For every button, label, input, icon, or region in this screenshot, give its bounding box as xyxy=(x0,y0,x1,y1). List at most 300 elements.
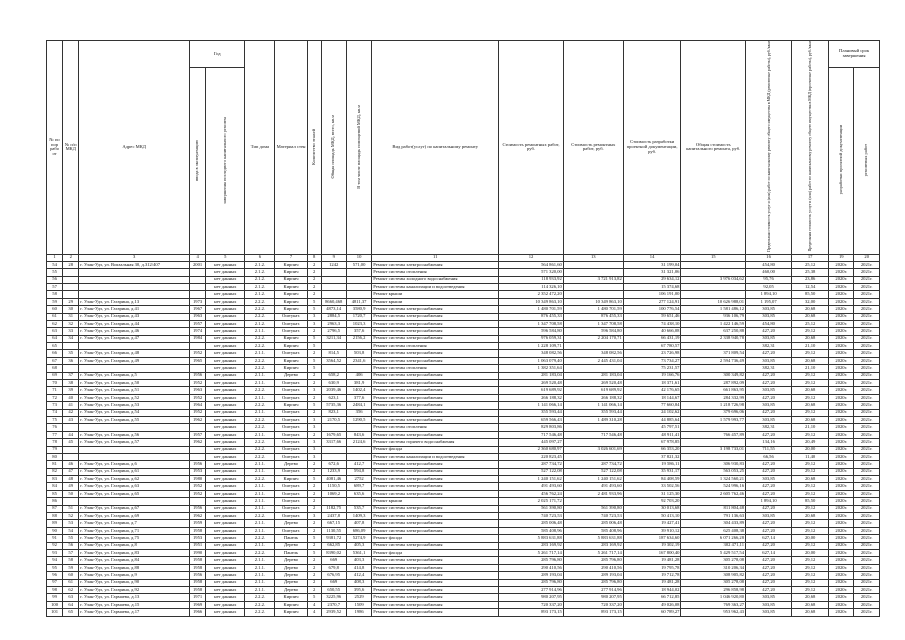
total-area-cell: 4081,46 xyxy=(321,476,346,483)
limit-design-cell: 29,12 xyxy=(792,586,829,593)
limit-repair-cell: 427,20 xyxy=(746,572,792,579)
year-last-repair-cell: нет данных xyxy=(206,550,245,557)
work-type-cell: Ремонт системы электроснабжения xyxy=(372,306,499,313)
limit-repair-cell: 95,76 xyxy=(746,276,792,283)
premises-area-cell: 1409,3 xyxy=(346,513,371,520)
plan-design-cell: 2020г. xyxy=(829,527,854,534)
plan-repair-cell: 2021г. xyxy=(854,453,880,460)
plan-design-cell: 2020г. xyxy=(829,579,854,586)
design-cost-cell: 66 353,20 xyxy=(623,446,681,453)
work-type-cell: Ремонт системы электроснабжения xyxy=(372,461,499,468)
year-last-repair-cell: нет данных xyxy=(206,557,245,564)
design-cost-cell: 31 199,04 xyxy=(623,261,681,268)
total-cost-cell: 791 136,63 xyxy=(681,513,746,520)
header-repair-cost: Стоимость ремонтных работ, руб. xyxy=(499,41,564,255)
row-number-cell: 61 xyxy=(47,313,63,320)
plan-design-cell: 2020г. xyxy=(829,439,854,446)
row-number-cell: 55 xyxy=(47,269,63,276)
mkd-number-cell: 46 xyxy=(63,461,79,468)
table-header xyxy=(47,41,880,262)
plan-design-cell: 2020г. xyxy=(829,365,854,372)
year-last-repair-cell: нет данных xyxy=(206,601,245,608)
row-number-cell: 64 xyxy=(47,335,63,342)
premises-area-cell: 4811,37 xyxy=(346,298,371,305)
table-row xyxy=(47,498,880,505)
mkd-number-cell: 49 xyxy=(63,483,79,490)
year-commission-cell: 1958 xyxy=(190,564,206,571)
design-cost-cell: 19 712,78 xyxy=(623,572,681,579)
repair-cost-total-cell: 3 721 913,82 xyxy=(563,276,623,283)
house-type-cell: 2.1.1. xyxy=(245,579,275,586)
repair-cost-cell: 2 352 472,20 xyxy=(499,291,564,298)
repair-cost-cell: 1 063 079,40 xyxy=(499,357,564,364)
work-type-cell: Ремонт системы отопления xyxy=(372,365,499,372)
limit-design-cell: 20,49 xyxy=(792,439,829,446)
mkd-number-cell: 60 xyxy=(63,572,79,579)
year-last-repair-cell: нет данных xyxy=(206,461,245,468)
address-cell xyxy=(79,424,190,431)
plan-repair-cell: 2021г. xyxy=(854,601,880,608)
plan-design-cell: 2020г. xyxy=(829,476,854,483)
total-area-cell: 2884,5 xyxy=(321,313,346,320)
plan-design-cell: 2020г. xyxy=(829,594,854,601)
repair-cost-cell: 289 193,04 xyxy=(499,572,564,579)
total-area-cell xyxy=(321,269,346,276)
plan-repair-cell: 2021г. xyxy=(854,579,880,586)
year-commission-cell: 1984 xyxy=(190,335,206,342)
work-type-cell: Ремонт системы электроснабжения xyxy=(372,586,499,593)
year-commission-cell xyxy=(190,446,206,453)
address-cell xyxy=(79,498,190,505)
work-type-cell: Ремонт системы электроснабжения xyxy=(372,357,499,364)
total-cost-cell: 563 053,25 xyxy=(681,468,746,475)
floors-cell: 2 xyxy=(307,372,321,379)
work-type-cell: Ремонт системы электроснабжения xyxy=(372,320,499,327)
total-cost-cell: 769 363,27 xyxy=(681,601,746,608)
wall-material-cell: Оштукат. xyxy=(275,483,307,490)
year-commission-cell: 1962 xyxy=(190,513,206,520)
house-type-cell: 2.1.1. xyxy=(245,328,275,335)
floors-cell: 5 xyxy=(307,402,321,409)
total-cost-cell: 371 809,54 xyxy=(681,350,746,357)
repair-cost-cell: 5 883 631,88 xyxy=(499,535,564,542)
total-area-cell: 2170,5 xyxy=(321,416,346,423)
year-last-repair-cell: нет данных xyxy=(206,520,245,527)
wall-material-cell: Кирпич xyxy=(275,291,307,298)
row-number-cell: 92 xyxy=(47,542,63,549)
repair-cost-cell: 1 141 066,14 xyxy=(499,402,564,409)
repair-cost-total-cell: 491 493,60 xyxy=(563,483,623,490)
repair-cost-total-cell: 1 141 066,14 xyxy=(563,402,623,409)
total-area-cell: 630,9 xyxy=(321,380,346,387)
limit-repair-cell: 427,20 xyxy=(746,564,792,571)
house-type-cell: 2.2.2. xyxy=(245,335,275,342)
mkd-number-cell: 31 xyxy=(63,313,79,320)
floors-cell: 5 xyxy=(307,476,321,483)
total-area-cell: 3225,96 xyxy=(321,594,346,601)
address-cell: г. Улан-Удэ, ул. Гагарина, д.44 xyxy=(79,320,190,327)
column-number: 12 xyxy=(499,254,564,261)
year-last-repair-cell: нет данных xyxy=(206,416,245,423)
premises-area-cell xyxy=(346,498,371,505)
premises-area-cell: 843,6 xyxy=(346,431,371,438)
repair-cost-cell: 893 173,15 xyxy=(499,609,564,616)
floors-cell: 2 xyxy=(307,350,321,357)
plan-design-cell: 2020г. xyxy=(829,350,854,357)
plan-repair-cell: 2021г. xyxy=(854,320,880,327)
limit-repair-cell: 303,85 xyxy=(746,402,792,409)
limit-repair-cell: 427,20 xyxy=(746,409,792,416)
repair-cost-total-cell: 285 796,80 xyxy=(563,579,623,586)
work-type-cell: Ремонт системы электроснабжения xyxy=(372,335,499,342)
year-commission-cell: 1956 xyxy=(190,505,206,512)
limit-design-cell: 20,68 xyxy=(792,609,829,616)
mkd-number-cell: 54 xyxy=(63,527,79,534)
wall-material-cell: Кирпич xyxy=(275,343,307,350)
table-row xyxy=(47,453,880,460)
header-work-type: Вид работ(услуг) по капитальному ремонту xyxy=(372,41,499,255)
wall-material-cell: Оштукат. xyxy=(275,527,307,534)
premises-area-cell: 406 xyxy=(346,372,371,379)
total-area-cell xyxy=(321,424,346,431)
table-row xyxy=(47,609,880,616)
limit-repair-cell: 427,20 xyxy=(746,328,792,335)
total-area-cell: 823,1 xyxy=(321,409,346,416)
row-number-cell: 79 xyxy=(47,446,63,453)
year-last-repair-cell: нет данных xyxy=(206,350,245,357)
floors-cell: 4 xyxy=(307,609,321,616)
total-cost-cell: 2 338 940,78 xyxy=(681,335,746,342)
table-row xyxy=(47,527,880,534)
mkd-number-cell: 57 xyxy=(63,550,79,557)
plan-design-cell: 2020г. xyxy=(829,394,854,401)
total-cost-cell: 1 218 726,98 xyxy=(681,402,746,409)
limit-repair-cell: 303,85 xyxy=(746,513,792,520)
table-row xyxy=(47,446,880,453)
total-area-cell: 3564,52 xyxy=(321,357,346,364)
year-last-repair-cell: нет данных xyxy=(206,409,245,416)
limit-design-cell: 29,12 xyxy=(792,564,829,571)
design-cost-cell: 15 374,68 xyxy=(623,283,681,290)
table-row xyxy=(47,343,880,350)
year-last-repair-cell: нет данных xyxy=(206,261,245,268)
floors-cell: 2 xyxy=(307,490,321,497)
row-number-cell: 87 xyxy=(47,505,63,512)
plan-repair-cell: 2021г. xyxy=(854,380,880,387)
year-commission-cell: 1963 xyxy=(190,387,206,394)
table-row xyxy=(47,416,880,423)
work-type-cell: Ремонт фасада xyxy=(372,446,499,453)
mkd-number-cell: 59 xyxy=(63,564,79,571)
repair-cost-cell: 527 122,08 xyxy=(499,468,564,475)
header-total-area: Общая площадь МКД, всего, кв.м xyxy=(321,41,346,255)
total-cost-cell: 284 332,99 xyxy=(681,394,746,401)
limit-design-cell: 29,12 xyxy=(792,380,829,387)
year-last-repair-cell: нет данных xyxy=(206,609,245,616)
row-number-cell: 70 xyxy=(47,380,63,387)
wall-material-cell: Оштукат. xyxy=(275,350,307,357)
work-type-cell: Ремонт системы электроснабжения xyxy=(372,380,499,387)
table-row xyxy=(47,402,880,409)
house-type-cell: 2.2.2. xyxy=(245,609,275,616)
total-area-cell xyxy=(321,453,346,460)
mkd-number-cell: 41 xyxy=(63,402,79,409)
total-cost-cell: 953 962,43 xyxy=(681,609,746,616)
design-cost-cell: 24 102,62 xyxy=(623,409,681,416)
address-cell: г. Улан-Удэ, ул. Гагарина, д.54 xyxy=(79,409,190,416)
mkd-number-cell: 32 xyxy=(63,320,79,327)
total-cost-cell xyxy=(681,269,746,276)
total-area-cell: 662,85 xyxy=(321,542,346,549)
limit-repair-cell: 427,20 xyxy=(746,461,792,468)
address-cell: г. Улан-Удэ, ул. Гагарина, д.52 xyxy=(79,394,190,401)
work-type-cell: Ремонт крыши xyxy=(372,298,499,305)
house-type-cell: 2.2.2. xyxy=(245,357,275,364)
design-cost-cell: 30 013,68 xyxy=(623,505,681,512)
repair-cost-total-cell xyxy=(563,291,623,298)
column-number: 17 xyxy=(792,254,829,261)
mkd-number-cell: 29 xyxy=(63,298,79,305)
column-number: 2 xyxy=(63,254,79,261)
mkd-number-cell xyxy=(63,269,79,276)
plan-repair-cell: 2021г. xyxy=(854,483,880,490)
header-plan-design: разработки проектной документации xyxy=(829,68,854,255)
work-type-cell: Ремонт системы электроснабжения xyxy=(372,601,499,608)
mkd-number-cell: 51 xyxy=(63,505,79,512)
wall-material-cell: Дерево xyxy=(275,557,307,564)
row-number-cell: 69 xyxy=(47,372,63,379)
floors-cell: 2 xyxy=(307,276,321,283)
floors-cell: 2 xyxy=(307,520,321,527)
total-cost-cell: 1 581 486,12 xyxy=(681,306,746,313)
address-cell: г. Улан-Удэ, ул. Гагарина, д.53 xyxy=(79,402,190,409)
limit-design-cell: 29,12 xyxy=(792,328,829,335)
total-cost-cell xyxy=(681,291,746,298)
address-cell xyxy=(79,343,190,350)
house-type-cell: 2.2.2. xyxy=(245,343,275,350)
work-type-cell: Ремонт системы электроснабжения xyxy=(372,527,499,534)
floors-cell: 2 xyxy=(307,394,321,401)
premises-area-cell: 2529 xyxy=(346,594,371,601)
plan-repair-cell: 2021г. xyxy=(854,298,880,305)
repair-cost-cell: 1 480 701,59 xyxy=(499,306,564,313)
repair-cost-total-cell: 285 006,48 xyxy=(563,520,623,527)
header-col2: № п/п МКД xyxy=(63,41,79,255)
house-type-cell: 2.1.1. xyxy=(245,586,275,593)
plan-repair-cell: 2021г. xyxy=(854,343,880,350)
year-last-repair-cell: нет данных xyxy=(206,335,245,342)
mkd-number-cell: 34 xyxy=(63,335,79,342)
limit-repair-cell: 382,31 xyxy=(746,424,792,431)
table-row xyxy=(47,542,880,549)
floors-cell: 2 xyxy=(307,586,321,593)
work-type-cell: Ремонт системы электроснабжения xyxy=(372,483,499,490)
work-type-cell: Ремонт системы электроснабжения xyxy=(372,579,499,586)
total-cost-cell: 661 863,95 xyxy=(681,387,746,394)
design-cost-cell: 100 776,54 xyxy=(623,306,681,313)
limit-design-cell: 29,12 xyxy=(792,490,829,497)
year-commission-cell: 1963 xyxy=(190,313,206,320)
table-row xyxy=(47,586,880,593)
header-year-commission: ввода в эксплуатацию xyxy=(190,68,206,255)
repair-cost-total-cell: 876 455,33 xyxy=(563,313,623,320)
header-limit-design: Предельная стоимость услуг и (или) работ по капитальному ремонту общего имущества в МКД (проектные работы), руб./кв.м xyxy=(792,41,829,255)
total-area-cell: 623,1 xyxy=(321,394,346,401)
wall-material-cell: Оштукат. xyxy=(275,416,307,423)
year-commission-cell: 1958 xyxy=(190,579,206,586)
repair-cost-total-cell: 585 408,96 xyxy=(563,527,623,534)
header-col1: № по пор рабо от xyxy=(47,41,63,255)
header-repair-cost-2: Стоимость ремонтных работ, руб. xyxy=(563,41,623,255)
design-cost-cell: 19 427,41 xyxy=(623,520,681,527)
floors-cell: 2 xyxy=(307,380,321,387)
wall-material-cell: Кирпич xyxy=(275,335,307,342)
year-last-repair-cell: нет данных xyxy=(206,542,245,549)
table-row xyxy=(47,261,880,268)
address-cell xyxy=(79,276,190,283)
year-commission-cell: 1990 xyxy=(190,550,206,557)
total-cost-cell: 811 804,48 xyxy=(681,505,746,512)
wall-material-cell: Дерево xyxy=(275,520,307,527)
floors-cell: 3 xyxy=(307,439,321,446)
mkd-number-cell: 42 xyxy=(63,409,79,416)
premises-area-cell: 1986 xyxy=(346,609,371,616)
house-type-cell: 2.2.2. xyxy=(245,594,275,601)
year-last-repair-cell: нет данных xyxy=(206,402,245,409)
mkd-number-cell: 61 xyxy=(63,579,79,586)
work-type-cell: Ремонт системы канализации и водоотведения xyxy=(372,283,499,290)
address-cell: г. Улан-Удэ, ул. Гагарина, д.6 xyxy=(79,461,190,468)
repair-cost-total-cell: 3 026 601,69 xyxy=(563,446,623,453)
plan-design-cell: 2020г. xyxy=(829,535,854,542)
wall-material-cell: Кирпич xyxy=(275,306,307,313)
year-commission-cell: 1962 xyxy=(190,439,206,446)
house-type-cell: 2.2.2. xyxy=(245,513,275,520)
plan-design-cell: 2020г. xyxy=(829,283,854,290)
address-cell: г. Улан-Удэ, ул. Гагарина, д.9 xyxy=(79,572,190,579)
limit-repair-cell: 303,85 xyxy=(746,313,792,320)
limit-design-cell: 25,38 xyxy=(792,269,829,276)
row-number-cell: 85 xyxy=(47,490,63,497)
year-last-repair-cell: нет данных xyxy=(206,498,245,505)
premises-area-cell: 686,09 xyxy=(346,527,371,534)
house-type-cell: 2.1.2. xyxy=(245,261,275,268)
floors-cell: 5 xyxy=(307,306,321,313)
year-commission-cell: 1966 xyxy=(190,609,206,616)
floors-cell: 2 xyxy=(307,461,321,468)
repair-cost-total-cell: 290 410,56 xyxy=(563,564,623,571)
design-cost-cell: 277 124,91 xyxy=(623,298,681,305)
floors-cell: 2 xyxy=(307,409,321,416)
plan-repair-cell: 2021г. xyxy=(854,490,880,497)
premises-area-cell: 2752 xyxy=(346,476,371,483)
address-cell: г. Улан-Удэ, ул. Гагарина, д.57 xyxy=(79,439,190,446)
limit-repair-cell: 427,20 xyxy=(746,350,792,357)
mkd-number-cell: 38 xyxy=(63,380,79,387)
address-cell: г. Улан-Удэ, ул. Гагарина, д.13 xyxy=(79,298,190,305)
premises-area-cell: 2124,6 xyxy=(346,439,371,446)
wall-material-cell: Кирпич xyxy=(275,402,307,409)
wall-material-cell: Оштукат. xyxy=(275,446,307,453)
house-type-cell: 2.2.2. xyxy=(245,365,275,372)
design-cost-cell: 50 413,10 xyxy=(623,513,681,520)
total-cost-cell: 302 471,11 xyxy=(681,542,746,549)
table-row xyxy=(47,276,880,283)
row-number-cell: 66 xyxy=(47,350,63,357)
work-type-cell: Ремонт системы электроснабжения xyxy=(372,328,499,335)
house-type-cell: 2.2.2. xyxy=(245,387,275,394)
table-row xyxy=(47,291,880,298)
year-last-repair-cell: нет данных xyxy=(206,446,245,453)
work-type-cell: Ремонт системы электроснабжения xyxy=(372,387,499,394)
address-cell: г. Улан-Удэ, ул. Гагарина, д.71 xyxy=(79,527,190,534)
limit-repair-cell: 627,14 xyxy=(746,535,792,542)
year-commission-cell: 1958 xyxy=(190,557,206,564)
address-cell: г. Улан-Удэ, ул. Гагарина, д.8 xyxy=(79,542,190,549)
limit-design-cell: 20,68 xyxy=(792,476,829,483)
work-type-cell: Ремонт системы электроснабжения xyxy=(372,594,499,601)
work-type-cell: Ремонт системы электроснабжения xyxy=(372,572,499,579)
design-cost-cell: 67 978,85 xyxy=(623,439,681,446)
address-cell: г. Улан-Удэ, ул. Гагарина, д.88 xyxy=(79,564,190,571)
address-cell xyxy=(79,283,190,290)
address-cell: г. Улан-Удэ, ул. Гагарина, д.75 xyxy=(79,535,190,542)
premises-area-cell: 2156,2 xyxy=(346,335,371,342)
address-cell: г. Улан-Удэ, ул. Гагарина, д.51 xyxy=(79,387,190,394)
premises-area-cell: 395,6 xyxy=(346,586,371,593)
repair-cost-cell: 355 593,44 xyxy=(499,409,564,416)
header-plan-group: Плановый срок завершения xyxy=(829,41,880,68)
year-commission-cell: 1952 xyxy=(190,380,206,387)
repair-cost-total-cell: 355 593,44 xyxy=(563,409,623,416)
table-row xyxy=(47,439,880,446)
plan-design-cell: 2020г. xyxy=(829,424,854,431)
floors-cell: 3 xyxy=(307,313,321,320)
plan-repair-cell: 2021г. xyxy=(854,586,880,593)
wall-material-cell: Кирпич xyxy=(275,357,307,364)
design-cost-cell: 23 726,98 xyxy=(623,350,681,357)
limit-repair-cell: 303,85 xyxy=(746,357,792,364)
repair-cost-total-cell: 893 173,15 xyxy=(563,609,623,616)
year-last-repair-cell: нет данных xyxy=(206,431,245,438)
premises-area-cell: 377,6 xyxy=(346,394,371,401)
plan-design-cell: 2020г. xyxy=(829,357,854,364)
limit-repair-cell: 1 894,10 xyxy=(746,498,792,505)
limit-design-cell: 32,00 xyxy=(792,298,829,305)
table-row xyxy=(47,564,880,571)
address-cell: г. Улан-Удэ, ул. Вокзальная 30, д.312/407 xyxy=(79,261,190,268)
limit-repair-cell: 303,85 xyxy=(746,594,792,601)
wall-material-cell: Панель xyxy=(275,550,307,557)
work-type-cell: Ремонт системы электроснабжения xyxy=(372,564,499,571)
table-row xyxy=(47,572,880,579)
total-cost-cell xyxy=(681,453,746,460)
plan-repair-cell: 2021г. xyxy=(854,557,880,564)
wall-material-cell: Оштукат. xyxy=(275,409,307,416)
limit-design-cell: 29,12 xyxy=(792,527,829,534)
house-type-cell: 2.2.2. xyxy=(245,416,275,423)
limit-design-cell: 20,68 xyxy=(792,306,829,313)
year-commission-cell: 1956 xyxy=(190,572,206,579)
house-type-cell: 2.1.1. xyxy=(245,572,275,579)
house-type-cell: 2.1.2. xyxy=(245,291,275,298)
wall-material-cell: Панель xyxy=(275,535,307,542)
floors-cell: 2 xyxy=(307,261,321,268)
house-type-cell: 2.1.1. xyxy=(245,461,275,468)
mkd-number-cell: 47 xyxy=(63,468,79,475)
mkd-number-cell: 48 xyxy=(63,476,79,483)
total-area-cell xyxy=(321,365,346,372)
